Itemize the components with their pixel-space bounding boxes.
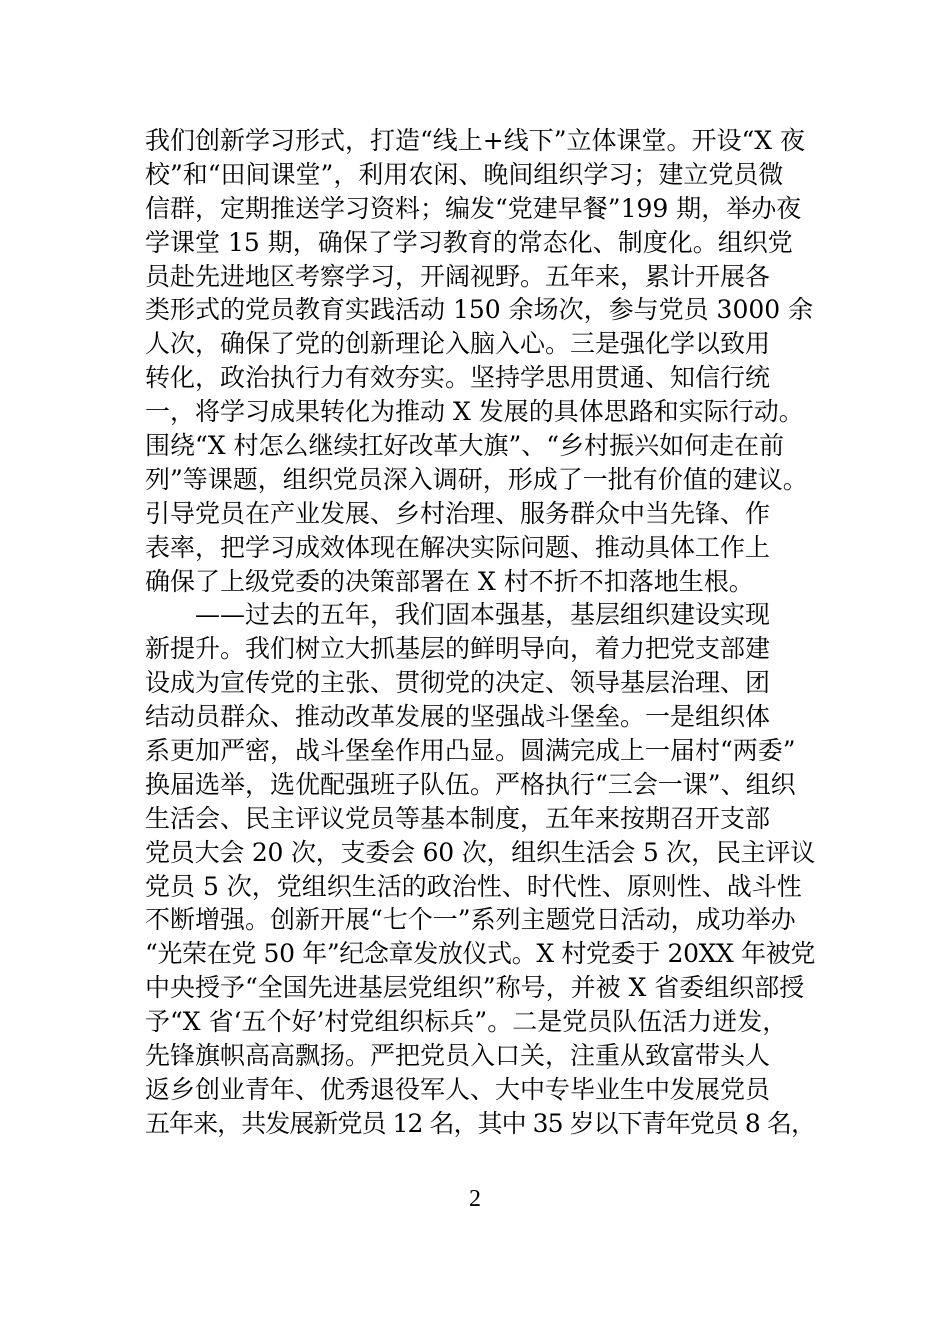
text-line: 予“X 省‘五个好’村党组织标兵”。二是党员队伍活力迸发， — [145, 1007, 788, 1037]
text-line: 列”等课题，组织党员深入调研，形成了一批有价值的建议。 — [145, 464, 808, 494]
text-line: 换届选举，选优配强班子队伍。严格执行“三会一课”、组织 — [145, 769, 796, 799]
text-line: 员赴先进地区考察学习，开阔视野。五年来，累计开展各 — [145, 261, 771, 291]
text-line: 我们创新学习形式，打造“线上+线下”立体课堂。开设“X 夜 — [145, 126, 806, 155]
text-line: 党员 5 次，党组织生活的政治性、时代性、原则性、战斗性 — [145, 871, 802, 901]
text-line: 设成为宣传党的主张、贯彻党的决定、领导基层治理、团 — [145, 668, 771, 698]
text-line: 引导党员在产业发展、乡村治理、服务群众中当先锋、作 — [145, 498, 771, 528]
text-line: 中央授予“全国先进基层党组织”称号，并被 X 省委组织部授 — [145, 973, 805, 1003]
text-line: 类形式的党员教育实践活动 150 余场次，参与党员 3000 余 — [145, 295, 814, 325]
text-line: 表率，把学习成效体现在解决实际问题、推动具体工作上 — [145, 532, 771, 562]
text-line: “光荣在党 50 年”纪念章发放仪式。X 村党委于 20XX 年被党 — [145, 939, 815, 969]
text-line: 五年来，共发展新党员 12 名，其中 35 岁以下青年党员 8 名， — [145, 1108, 815, 1138]
text-line: 围绕“X 村怎么继续扛好改革大旗”、“乡村振兴如何走在前 — [145, 431, 785, 461]
text-line: 一，将学习成果转化为推动 X 发展的具体思路和实际行动。 — [145, 397, 804, 427]
text-line: 新提升。我们树立大抓基层的鲜明导向，着力把党支部建 — [145, 634, 771, 664]
text-line: 转化，政治执行力有效夯实。坚持学思用贯通、知信行统 — [145, 363, 771, 393]
text-line: 结动员群众、推动改革发展的坚强战斗堡垒。一是组织体 — [145, 702, 771, 732]
text-line: 系更加严密，战斗堡垒作用凸显。圆满完成上一届村“两委” — [145, 736, 796, 766]
text-line: 校”和“田间课堂”，利用农闲、晚间组织学习；建立党员微 — [145, 159, 784, 189]
paragraph-start-line: ——过去的五年，我们固本强基，基层组织建设实现 — [195, 600, 771, 630]
text-line: 生活会、民主评议党员等基本制度，五年来按期召开支部 — [145, 803, 771, 833]
text-line: 先锋旗帜高高飘扬。严把党员入口关，注重从致富带头人 — [145, 1041, 771, 1071]
text-line: 不断增强。创新开展“七个一”系列主题党日活动，成功举办 — [145, 905, 796, 935]
text-line: 党员大会 20 次，支委会 60 次，组织生活会 5 次，民主评议 — [145, 837, 815, 867]
text-line: 返乡创业青年、优秀退役军人、大中专毕业生中发展党员 — [145, 1074, 771, 1104]
text-line: 信群，定期推送学习资料；编发“党建早餐”199 期，举办夜 — [145, 193, 802, 223]
text-line: 学课堂 15 期，确保了学习教育的常态化、制度化。组织党 — [145, 227, 793, 257]
text-line: 人次，确保了党的创新理论入脑入心。三是强化学以致用 — [145, 329, 771, 359]
page-number: 2 — [469, 1186, 481, 1212]
body-text — [145, 124, 815, 1141]
text-line: 确保了上级党委的决策部署在 X 村不折不扣落地生根。 — [145, 566, 754, 596]
